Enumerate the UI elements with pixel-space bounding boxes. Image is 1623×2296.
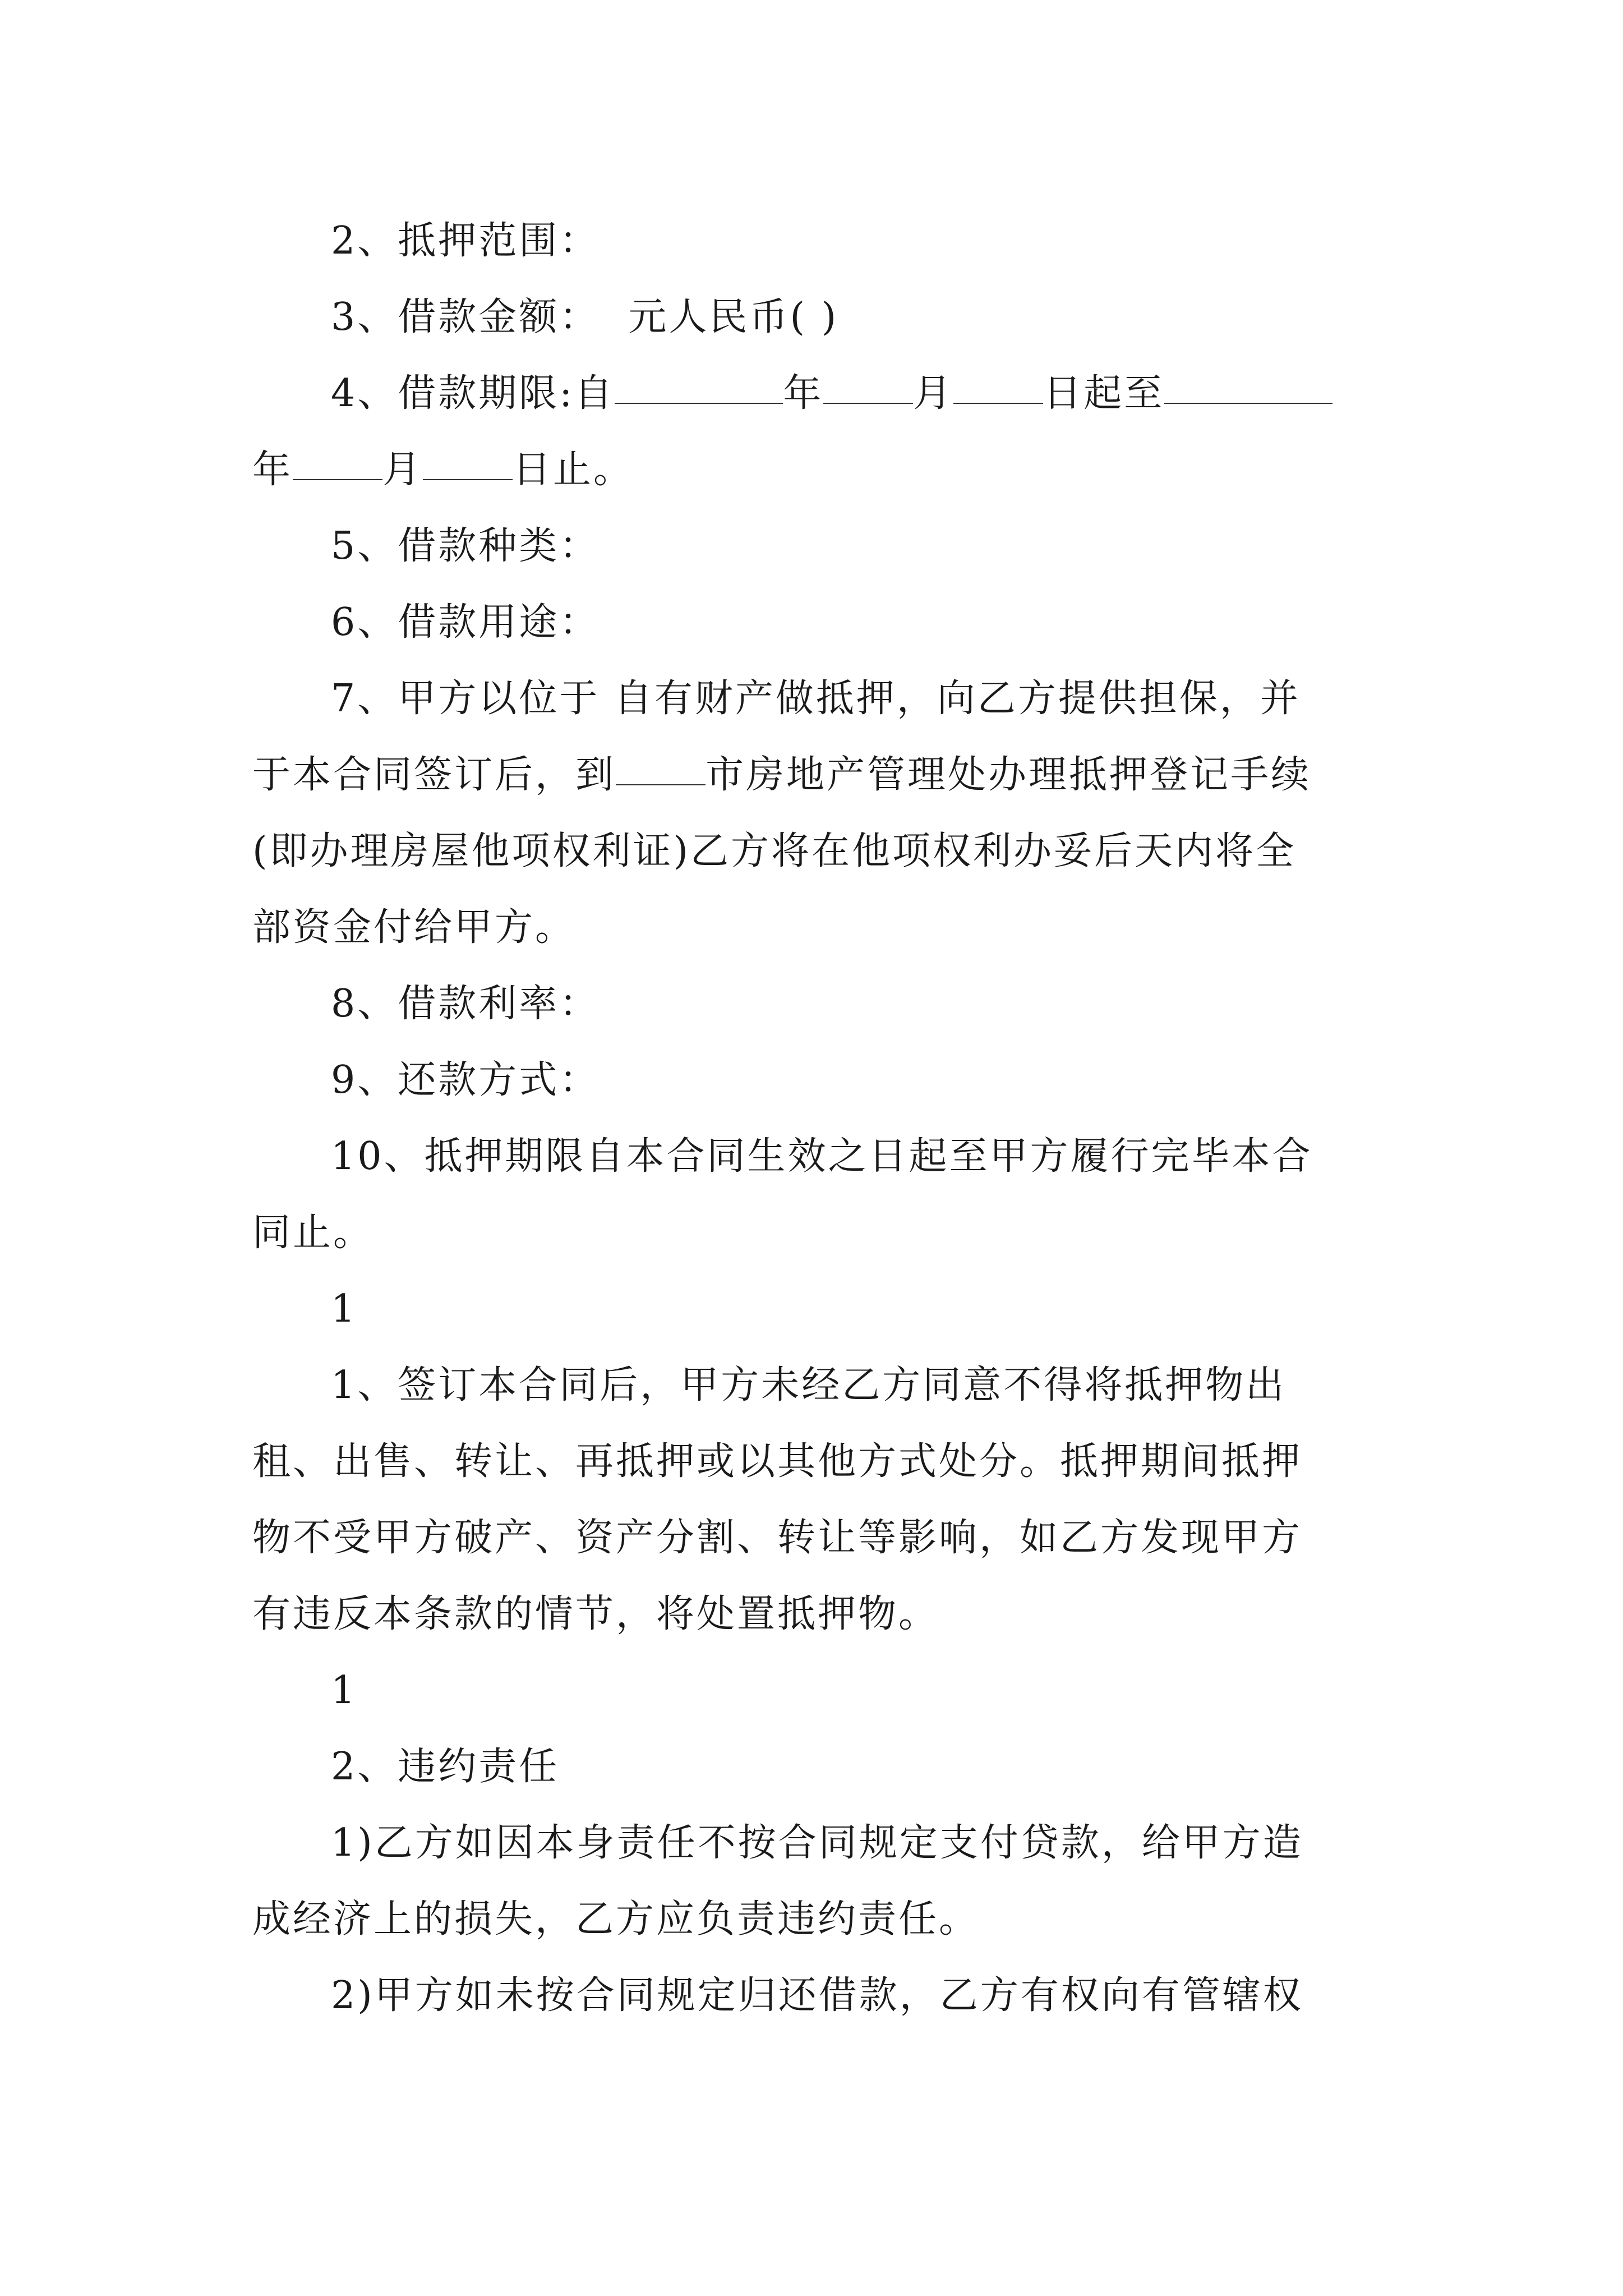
- clause-loan-term: [0, 360, 1623, 427]
- clause-guarantee: [0, 665, 1623, 733]
- clause-repayment: [0, 1047, 1623, 1114]
- section-heading-liability: [0, 1733, 1623, 1801]
- clause-loan-amount: [0, 284, 1623, 351]
- clause-party-b-liability-cont: [0, 1886, 1623, 1953]
- clause-disposal-restriction-cont: [0, 1428, 1623, 1496]
- line-text: 月: [913, 371, 954, 416]
- line-text: 1、签订本合同后，甲方未经乙方同意不得将抵押物出: [331, 1363, 1287, 1407]
- clause-disposal-restriction-cont: [0, 1581, 1623, 1648]
- clause-guarantee-cont: [0, 818, 1623, 885]
- line-text: 日起至: [1043, 371, 1165, 416]
- line-text: 同止。: [252, 1211, 374, 1255]
- clause-disposal-restriction: [0, 1352, 1623, 1419]
- line-text: 部资金付给甲方。: [252, 905, 576, 950]
- clause-loan-term-cont: [0, 436, 1623, 504]
- line-text: 10、抵押期限自本合同生效之日起至甲方履行完毕本合: [331, 1134, 1313, 1179]
- day-blank: [423, 445, 513, 480]
- line-text: 3、借款金额： 元人民币( ): [331, 295, 839, 339]
- line-text: 7、甲方以位于 自有财产做抵押，向乙方提供担保，并: [331, 677, 1301, 721]
- section-number: [0, 1657, 1623, 1724]
- line-text: 6、借款用途：: [331, 600, 600, 645]
- month-blank: [293, 445, 382, 480]
- clause-guarantee-cont: [0, 742, 1623, 809]
- line-text: 年: [783, 371, 824, 416]
- clause-mortgage-period-cont: [0, 1199, 1623, 1267]
- line-text: 日止。: [513, 448, 634, 492]
- clause-guarantee-cont: [0, 894, 1623, 961]
- clause-party-b-liability: [0, 1810, 1623, 1877]
- line-text: 物不受甲方破产、资产分割、转让等影响，如乙方发现甲方: [252, 1516, 1303, 1560]
- line-text: 于本合同签订后，到: [252, 753, 616, 797]
- clause-party-a-liability: [0, 1962, 1623, 2030]
- line-text: 租、出售、转让、再抵押或以其他方式处分。抵押期间抵押: [252, 1439, 1303, 1484]
- line-text: 8、借款利率：: [331, 982, 600, 1026]
- clause-loan-purpose: [0, 589, 1623, 656]
- clause-interest-rate: [0, 970, 1623, 1038]
- line-text: 月: [382, 448, 423, 492]
- clause-mortgage-scope: [0, 208, 1623, 275]
- line-text: 市房地产管理处办理抵押登记手续: [706, 753, 1312, 797]
- line-text: 5、借款种类：: [331, 524, 600, 568]
- line-text: (即办理房屋他项权利证)乙方将在他项权利办妥后天内将全: [252, 829, 1297, 873]
- year-blank: [1164, 369, 1332, 404]
- line-text: 2)甲方如未按合同规定归还借款，乙方有权向有管辖权: [331, 1973, 1303, 2018]
- clause-mortgage-period: [0, 1123, 1623, 1190]
- city-blank: [616, 751, 706, 785]
- year-blank: [615, 369, 783, 404]
- line-text: 2、抵押范围：: [331, 219, 600, 263]
- section-number: [0, 1276, 1623, 1343]
- clause-disposal-restriction-cont: [0, 1504, 1623, 1572]
- line-text: 成经济上的损失，乙方应负责违约责任。: [252, 1897, 980, 1941]
- line-text: 4、借款期限:自: [331, 371, 615, 416]
- day-blank: [953, 369, 1043, 404]
- line-text: 2、违约责任: [331, 1745, 560, 1789]
- line-text: 1: [331, 1668, 358, 1713]
- month-blank: [823, 369, 913, 404]
- line-text: 9、还款方式：: [331, 1058, 600, 1102]
- clause-loan-type: [0, 513, 1623, 580]
- line-text: 有违反本条款的情节，将处置抵押物。: [252, 1592, 939, 1636]
- line-text: 1: [331, 1287, 358, 1331]
- line-text: 年: [252, 448, 293, 492]
- line-text: 1)乙方如因本身责任不按合同规定支付贷款，给甲方造: [331, 1821, 1303, 1865]
